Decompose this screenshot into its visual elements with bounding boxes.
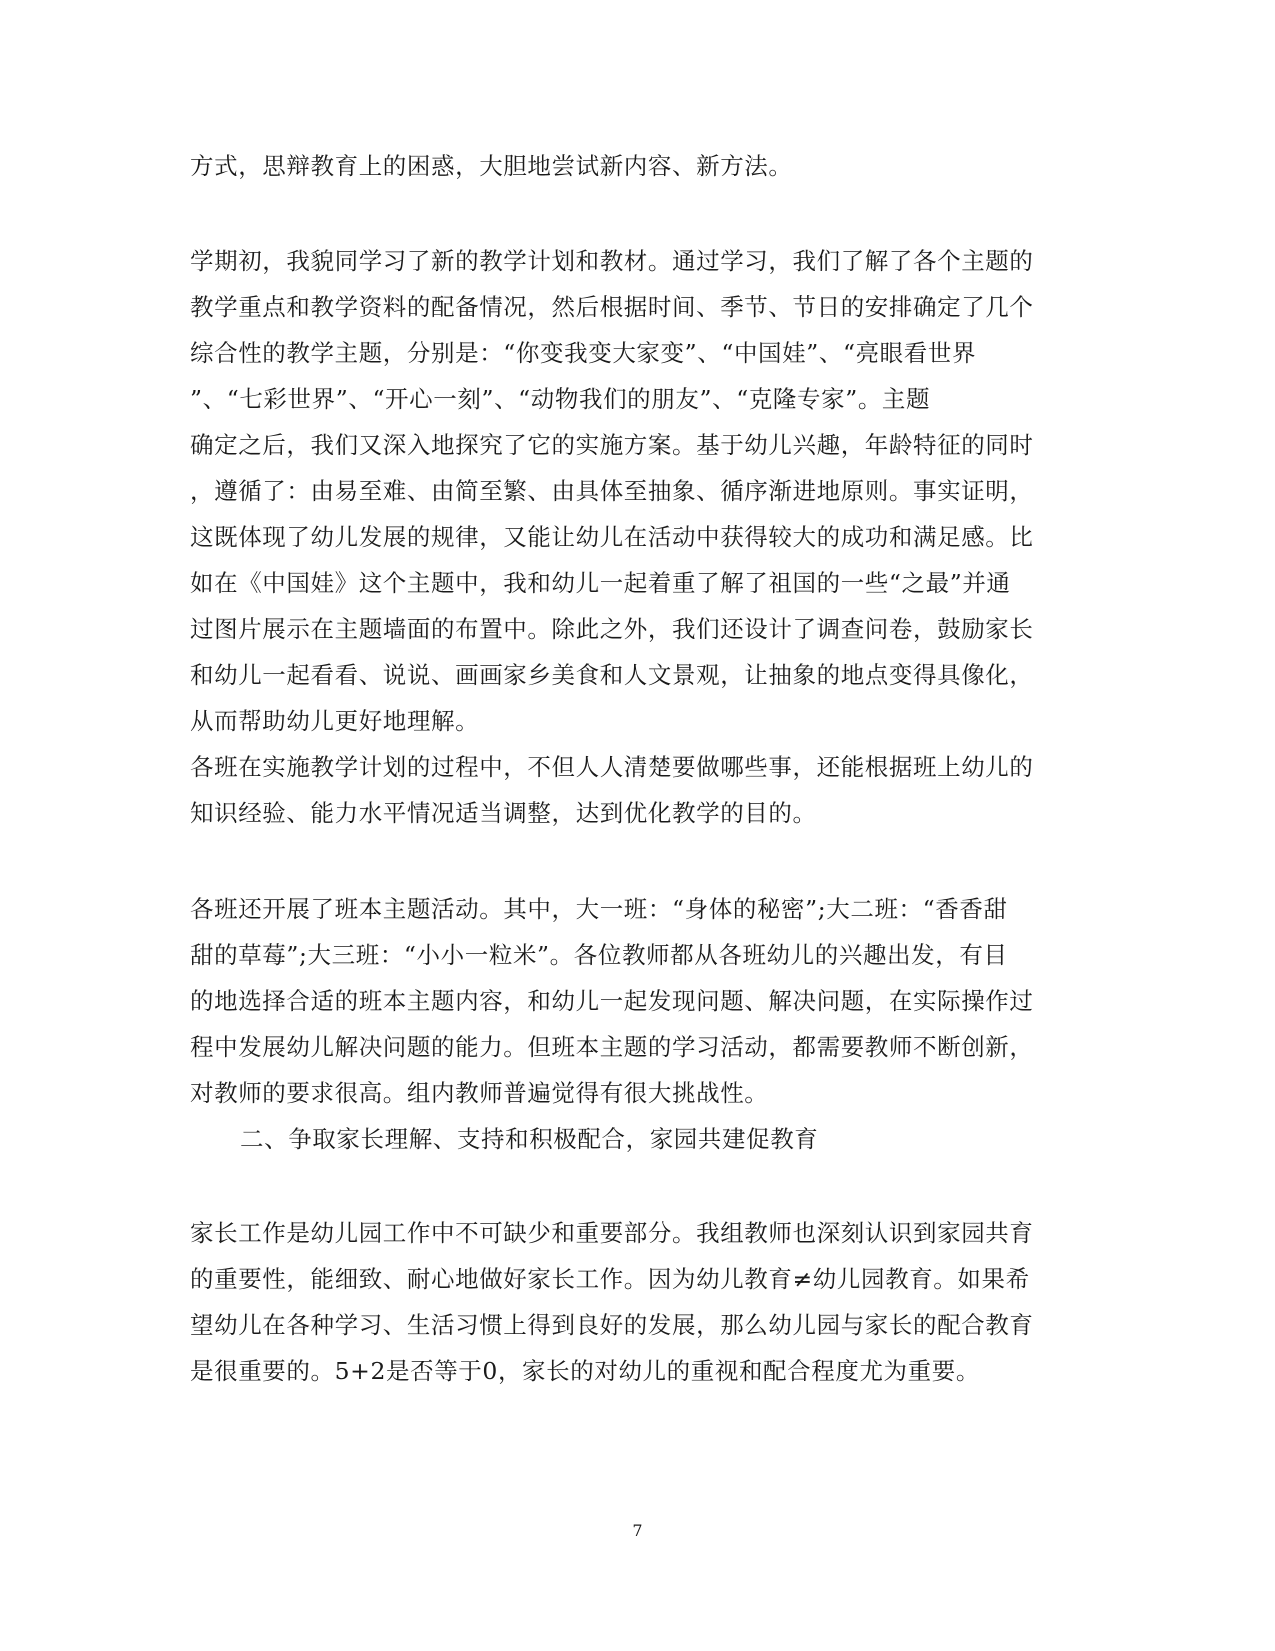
text-line: 知识经验、能力水平情况适当调整，达到优化教学的目的。 — [190, 799, 817, 827]
text-line: 确定之后，我们又深入地探究了它的实施方案。基于幼儿兴趣，年龄特征的同时 — [190, 431, 1034, 459]
text-line: 教学重点和教学资料的配备情况，然后根据时间、季节、节日的安排确定了几个 — [190, 293, 1034, 321]
text-line: 综合性的教学主题，分别是：“你变我变大家变”、“中国娃”、“亮眼看世界 — [190, 339, 977, 367]
page-number: 7 — [632, 1521, 643, 1540]
text-line: 的地选择合适的班本主题内容，和幼儿一起发现问题、解决问题，在实际操作过 — [190, 987, 1034, 1015]
text-line: ”、“七彩世界”、“开心一刻”、“动物我们的朋友”、“克隆专家”。主题 — [190, 385, 931, 413]
text-line: 是很重要的。5+2是否等于0，家长的对幼儿的重视和配合程度尤为重要。 — [190, 1357, 980, 1385]
text-line: 望幼儿在各种学习、生活习惯上得到良好的发展，那么幼儿园与家长的配合教育 — [190, 1311, 1034, 1339]
text-line: 方式，思辩教育上的困惑，大胆地尝试新内容、新方法。 — [190, 152, 793, 180]
text-line: 这既体现了幼儿发展的规律，又能让幼儿在活动中获得较大的成功和满足感。比 — [190, 523, 1034, 551]
text-line: 各班还开展了班本主题活动。其中，大一班：“身体的秘密”;大二班：“香香甜 — [190, 895, 1008, 923]
text-line: 各班在实施教学计划的过程中，不但人人清楚要做哪些事，还能根据班上幼儿的 — [190, 753, 1034, 781]
text-line: 甜的草莓”;大三班：“小小一粒米”。各位教师都从各班幼儿的兴趣出发，有目 — [190, 941, 1008, 969]
text-line: 学期初，我貌同学习了新的教学计划和教材。通过学习，我们了解了各个主题的 — [190, 247, 1034, 275]
text-line: 程中发展幼儿解决问题的能力。但班本主题的学习活动，都需要教师不断创新， — [190, 1033, 1034, 1061]
text-line: 从而帮助幼儿更好地理解。 — [190, 707, 480, 735]
text-line: 对教师的要求很高。组内教师普遍觉得有很大挑战性。 — [190, 1079, 769, 1107]
text-line: 家长工作是幼儿园工作中不可缺少和重要部分。我组教师也深刻认识到家园共育 — [190, 1219, 1034, 1247]
text-line: 的重要性，能细致、耐心地做好家长工作。因为幼儿教育≠幼儿园教育。如果希 — [190, 1265, 1030, 1293]
text-line: 和幼儿一起看看、说说、画画家乡美食和人文景观，让抽象的地点变得具像化， — [190, 661, 1034, 689]
text-line: 如在《中国娃》这个主题中，我和幼儿一起着重了解了祖国的一些“之最”并通 — [190, 569, 1011, 597]
text-line: 过图片展示在主题墙面的布置中。除此之外，我们还设计了调查问卷，鼓励家长 — [190, 615, 1034, 643]
section-heading: 二、争取家长理解、支持和积极配合，家园共建促教育 — [240, 1125, 819, 1153]
text-line: ，遵循了：由易至难、由简至繁、由具体至抽象、循序渐进地原则。事实证明， — [190, 477, 1034, 505]
